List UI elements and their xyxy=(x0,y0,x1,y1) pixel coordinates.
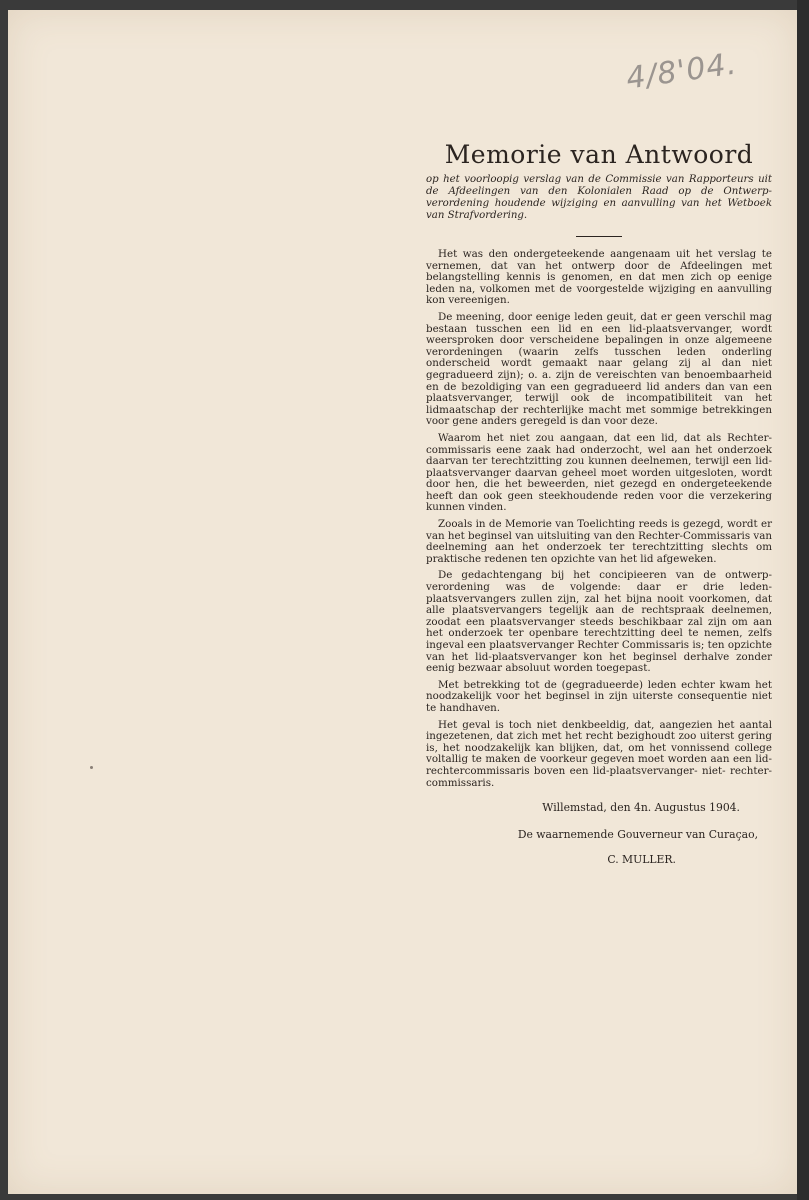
document-title: Memorie van Antwoord xyxy=(444,140,754,169)
paragraph-6: Met betrekking tot de (gegradueerde) leden echter kwam het noodzakelijk voor het beginsel in zijn uiterste consequentie niet te handhaven. xyxy=(426,678,772,714)
paper-speck xyxy=(90,766,93,769)
signer-name: C. MULLER. xyxy=(607,853,676,867)
paper-sheet xyxy=(8,10,797,1194)
place-date: Willemstad, den 4n. Augustus 1904. xyxy=(542,801,740,815)
paragraph-3: Waarom het niet zou aangaan, dat een lid, dat als Rechter-commissaris eene zaak had onderzocht, wel aan het onderzoek daarvan ter terechtzitting zou kunnen deelnemen, terwijl een lid-plaatsvervanger daarvan geheel moet worden uitgesloten, wordt door hen, die het beweerden, niet gezegd en ondergeteekende heeft dan ook geen steekhoudende reden voor die verzekering kunnen vinden. xyxy=(426,431,772,514)
scan-edge xyxy=(797,0,809,1200)
paragraph-2: De meening, door eenige leden geuit, dat er geen verschil mag bestaan tusschen een lid en een lid-plaatsvervanger, wordt weersproken door verscheidene bepalingen in onze algemeene verordeningen (waarin zelfs tusschen leden onderling onderscheid wordt gemaakt naar gelang zij al dan niet gegradueerd zijn); o. a. zijn de vereischten van benoembaarheid en de bezoldiging van een gegradueerd lid anders dan van een plaatsvervanger, terwijl ook de incompatibiliteit van het lidmaatschap der rechterlijke macht met sommige betrekkingen voor gene anders geregeld is dan voor deze. xyxy=(426,310,772,428)
handwritten-annotation: 4/8'04. xyxy=(624,46,740,97)
document-column xyxy=(426,138,772,866)
paragraph-4: Zooals in de Memorie van Toelichting reeds is gezegd, wordt er van het beginsel van uitsluiting van den Rechter-Commissaris van deelneming aan het onderzoek ter terechtzitting slechts om praktische redenen ten opzichte van het lid afgeweken. xyxy=(426,518,772,565)
title-divider xyxy=(576,236,622,237)
paragraph-5: De gedachtengang bij het concipieeren van de ontwerp-verordening was de volgende: daar er drie leden-plaatsvervangers zullen zijn, zal het bijna nooit voorkomen, dat alle plaatsvervangers tegelijk aan de rechtspraak deelnemen, zoodat een plaatsvervanger steeds beschikbaar zal zijn om aan het onderzoek ter openbare terechtzitting deel te nemen, zelfs ingeval een plaatsvervanger Rechter Commissaris is; ten opzichte van het lid-plaatsvervanger kon het beginsel derhalve zonder eenig bezwaar absoluut worden toegepast. xyxy=(426,569,772,675)
paragraph-7: Het geval is toch niet denkbeeldig, dat, aangezien het aantal ingezetenen, dat zich met het recht bezighoudt zoo uiterst gering is, het noodzakelijk kan blijken, dat, om het vonnissend college voltallig te maken de voorkeur gegeven moet worden aan een lid-rechtercommissaris boven een lid-plaatsvervanger- niet- rechter-commissaris. xyxy=(426,718,772,789)
paragraph-1: Het was den ondergeteekende aangenaam uit het verslag te vernemen, dat van het ontwerp door de Afdeelingen met belangstelling kennis is genomen, en dat men zich op eenige leden na, volkomen met de voorgestelde wijziging en aanvulling kon vereenigen. xyxy=(426,248,772,307)
signer-title: De waarnemende Gouverneur van Curaçao, xyxy=(517,828,758,842)
document-subtitle: op het voorloopig verslag van de Commissie van Rapporteurs uit de Afdeelingen van den Kolonialen Raad op de Ontwerp-verordening houdende wijziging en aanvulling van het Wetboek van Strafvordering. xyxy=(426,174,772,221)
